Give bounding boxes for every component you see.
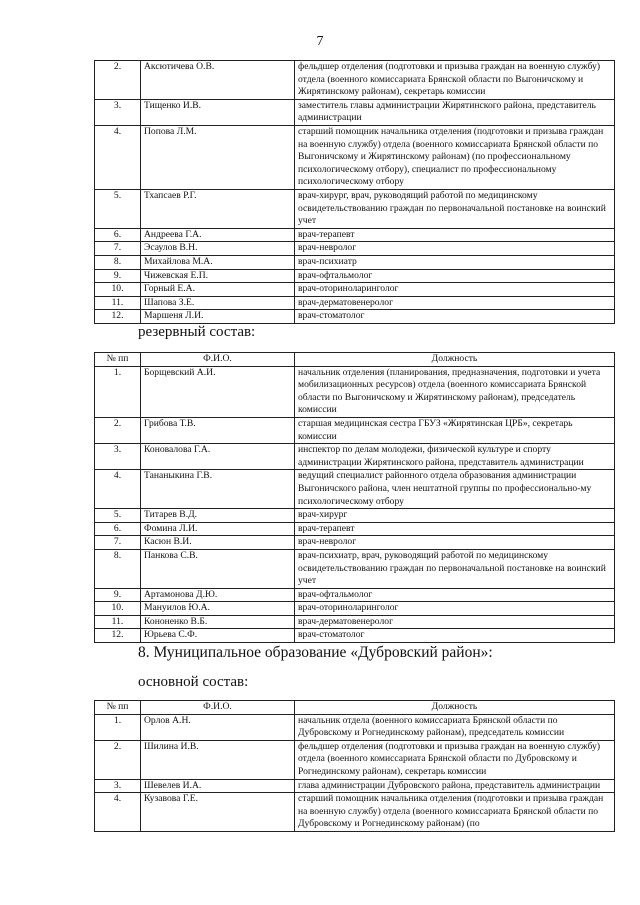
table-header-row — [95, 353, 615, 367]
column-header-position: Должность — [295, 701, 615, 715]
main-heading: основной состав: — [138, 674, 249, 690]
person-name: Борщевский А.И. — [141, 366, 295, 417]
person-name: Чижевская Е.П. — [141, 269, 295, 283]
person-position: врач-психиатр, врач, руководящий работой по медицинскому освидетельствованию граждан по первоначальной постановке на воинский учет — [295, 549, 615, 588]
row-number: 6. — [95, 522, 141, 536]
person-name: Кузавова Г.Е. — [141, 793, 295, 832]
table-row — [95, 740, 615, 779]
person-position: фельдшер отделения (подготовки и призыва граждан на военную службу) отдела (военного комиссариата Брянской области по Дубровскому и Рогнединскому районам), секретарь комиссии — [295, 740, 615, 779]
person-name: Горный Е.А. — [141, 283, 295, 297]
person-name: Грибова Т.В. — [141, 417, 295, 443]
person-position: врач-терапевт — [295, 522, 615, 536]
person-name: Михайлова М.А. — [141, 255, 295, 269]
row-number: 10. — [95, 602, 141, 616]
person-position: старший помощник начальника отделения (подготовки и призыва граждан на военную службу) отдела (военного комиссариата Брянской области по Дубровскому и Рогнединскому районам) (по — [295, 793, 615, 832]
person-position: врач-офтальмолог — [295, 588, 615, 602]
table-row — [95, 779, 615, 793]
row-number: 9. — [95, 269, 141, 283]
commission-table-main — [94, 60, 615, 324]
person-position: старший помощник начальника отделения (подготовки и призыва граждан на военную службу) отдела (военного комиссариата Брянской области по Выгоничскому и Жирятинскому районам) (по профессиональному психологическому отбору), специалист по профессиональному психологическому отбору — [295, 125, 615, 189]
column-header-number: № пп — [95, 353, 141, 367]
table-row — [95, 296, 615, 310]
person-position: врач-дерматовенеролог — [295, 296, 615, 310]
person-name: Шилина И.В. — [141, 740, 295, 779]
person-position: врач-стоматолог — [295, 629, 615, 643]
row-number: 9. — [95, 588, 141, 602]
person-name: Орлов А.Н. — [141, 714, 295, 740]
person-position: врач-офтальмолог — [295, 269, 615, 283]
table-row — [95, 470, 615, 509]
person-position: врач-дерматовенеролог — [295, 615, 615, 629]
person-name: Попова Л.М. — [141, 125, 295, 189]
table-row — [95, 189, 615, 228]
table-row — [95, 228, 615, 242]
table-row — [95, 549, 615, 588]
table-row — [95, 714, 615, 740]
person-name: Титарев В.Д. — [141, 509, 295, 523]
person-position: врач-невролог — [295, 536, 615, 550]
person-position: врач-хирург — [295, 509, 615, 523]
row-number: 2. — [95, 740, 141, 779]
person-name: Тананыкина Г.В. — [141, 470, 295, 509]
person-position: заместитель главы администрации Жирятинского района, представитель администрации — [295, 99, 615, 125]
person-position: глава администрации Дубровского района, представитель администрации — [295, 779, 615, 793]
person-name: Юрьева С.Ф. — [141, 629, 295, 643]
row-number: 3. — [95, 779, 141, 793]
row-number: 11. — [95, 296, 141, 310]
row-number: 5. — [95, 509, 141, 523]
person-position: фельдшер отделения (подготовки и призыва граждан на военную службу) отдела (военного комиссариата Брянской области по Выгоничскому и Жирятинскому районам), секретарь комиссии — [295, 61, 615, 100]
table-row — [95, 310, 615, 324]
table-row — [95, 522, 615, 536]
row-number: 4. — [95, 470, 141, 509]
person-position: врач-хирург, врач, руководящий работой по медицинскому освидетельствованию граждан по первоначальной постановке на воинский учет — [295, 189, 615, 228]
person-name: Шевелев И.А. — [141, 779, 295, 793]
person-name: Эсаулов В.Н. — [141, 242, 295, 256]
column-header-number: № пп — [95, 701, 141, 715]
person-name: Артамонова Д.Ю. — [141, 588, 295, 602]
row-number: 5. — [95, 189, 141, 228]
table-row — [95, 255, 615, 269]
reserve-heading: резервный состав: — [138, 324, 256, 340]
row-number: 1. — [95, 714, 141, 740]
person-position: врач-оториноларинголог — [295, 283, 615, 297]
person-name: Андреева Г.А. — [141, 228, 295, 242]
person-name: Тхапсаев Р.Г. — [141, 189, 295, 228]
table-row — [95, 615, 615, 629]
person-name: Шапова З.Е. — [141, 296, 295, 310]
table-row — [95, 125, 615, 189]
person-position: врач-оториноларинголог — [295, 602, 615, 616]
person-name: Тищенко И.В. — [141, 99, 295, 125]
row-number: 2. — [95, 417, 141, 443]
table-row — [95, 366, 615, 417]
column-header-name: Ф.И.О. — [141, 353, 295, 367]
table-row — [95, 536, 615, 550]
table-row — [95, 793, 615, 832]
table-row — [95, 444, 615, 470]
person-position: ведущий специалист районного отдела образования администрации Выгоничского района, член нештатной группы по профессионально-му психологическому отбору — [295, 470, 615, 509]
row-number: 4. — [95, 793, 141, 832]
table-row — [95, 283, 615, 297]
person-name: Фомина Л.И. — [141, 522, 295, 536]
person-name: Аксютичева О.В. — [141, 61, 295, 100]
column-header-name: Ф.И.О. — [141, 701, 295, 715]
row-number: 1. — [95, 366, 141, 417]
row-number: 4. — [95, 125, 141, 189]
person-name: Касюн В.И. — [141, 536, 295, 550]
row-number: 8. — [95, 549, 141, 588]
row-number: 3. — [95, 444, 141, 470]
person-position: начальник отделения (планирования, предназначения, подготовки и учета мобилизационных ресурсов) отдела (военного комиссариата Брянской области по Выгоничскому и Жирятинскому районам), председатель комиссии — [295, 366, 615, 417]
row-number: 12. — [95, 310, 141, 324]
table-row — [95, 61, 615, 100]
row-number: 7. — [95, 536, 141, 550]
row-number: 2. — [95, 61, 141, 100]
person-name: Мануилов Ю.А. — [141, 602, 295, 616]
person-position: старшая медицинская сестра ГБУЗ «Жирятинская ЦРБ», секретарь комиссии — [295, 417, 615, 443]
person-position: врач-психиатр — [295, 255, 615, 269]
row-number: 3. — [95, 99, 141, 125]
row-number: 12. — [95, 629, 141, 643]
column-header-position: Должность — [295, 353, 615, 367]
section-title: 8. Муниципальное образование «Дубровский район»: — [138, 644, 493, 661]
row-number: 8. — [95, 255, 141, 269]
table-row — [95, 629, 615, 643]
person-name: Коновалова Г.А. — [141, 444, 295, 470]
row-number: 7. — [95, 242, 141, 256]
table-row — [95, 588, 615, 602]
table-header-row — [95, 701, 615, 715]
table-row — [95, 602, 615, 616]
person-name: Маршеня Л.И. — [141, 310, 295, 324]
commission-table-dubrovsky — [94, 700, 615, 832]
table-row — [95, 99, 615, 125]
page-number: 7 — [316, 34, 324, 49]
row-number: 10. — [95, 283, 141, 297]
person-name: Кононенко В.Б. — [141, 615, 295, 629]
table-row — [95, 269, 615, 283]
person-position: врач-стоматолог — [295, 310, 615, 324]
person-position: врач-невролог — [295, 242, 615, 256]
table-row — [95, 242, 615, 256]
table-row — [95, 417, 615, 443]
person-position: инспектор по делам молодежи, физической культуре и спорту администрации Жирятинского района, представитель администрации — [295, 444, 615, 470]
person-position: начальник отдела (военного комиссариата Брянской области по Дубровскому и Рогнединскому районам), председатель комиссии — [295, 714, 615, 740]
person-name: Панкова С.В. — [141, 549, 295, 588]
row-number: 11. — [95, 615, 141, 629]
commission-table-reserve — [94, 352, 615, 643]
table-row — [95, 509, 615, 523]
row-number: 6. — [95, 228, 141, 242]
person-position: врач-терапевт — [295, 228, 615, 242]
